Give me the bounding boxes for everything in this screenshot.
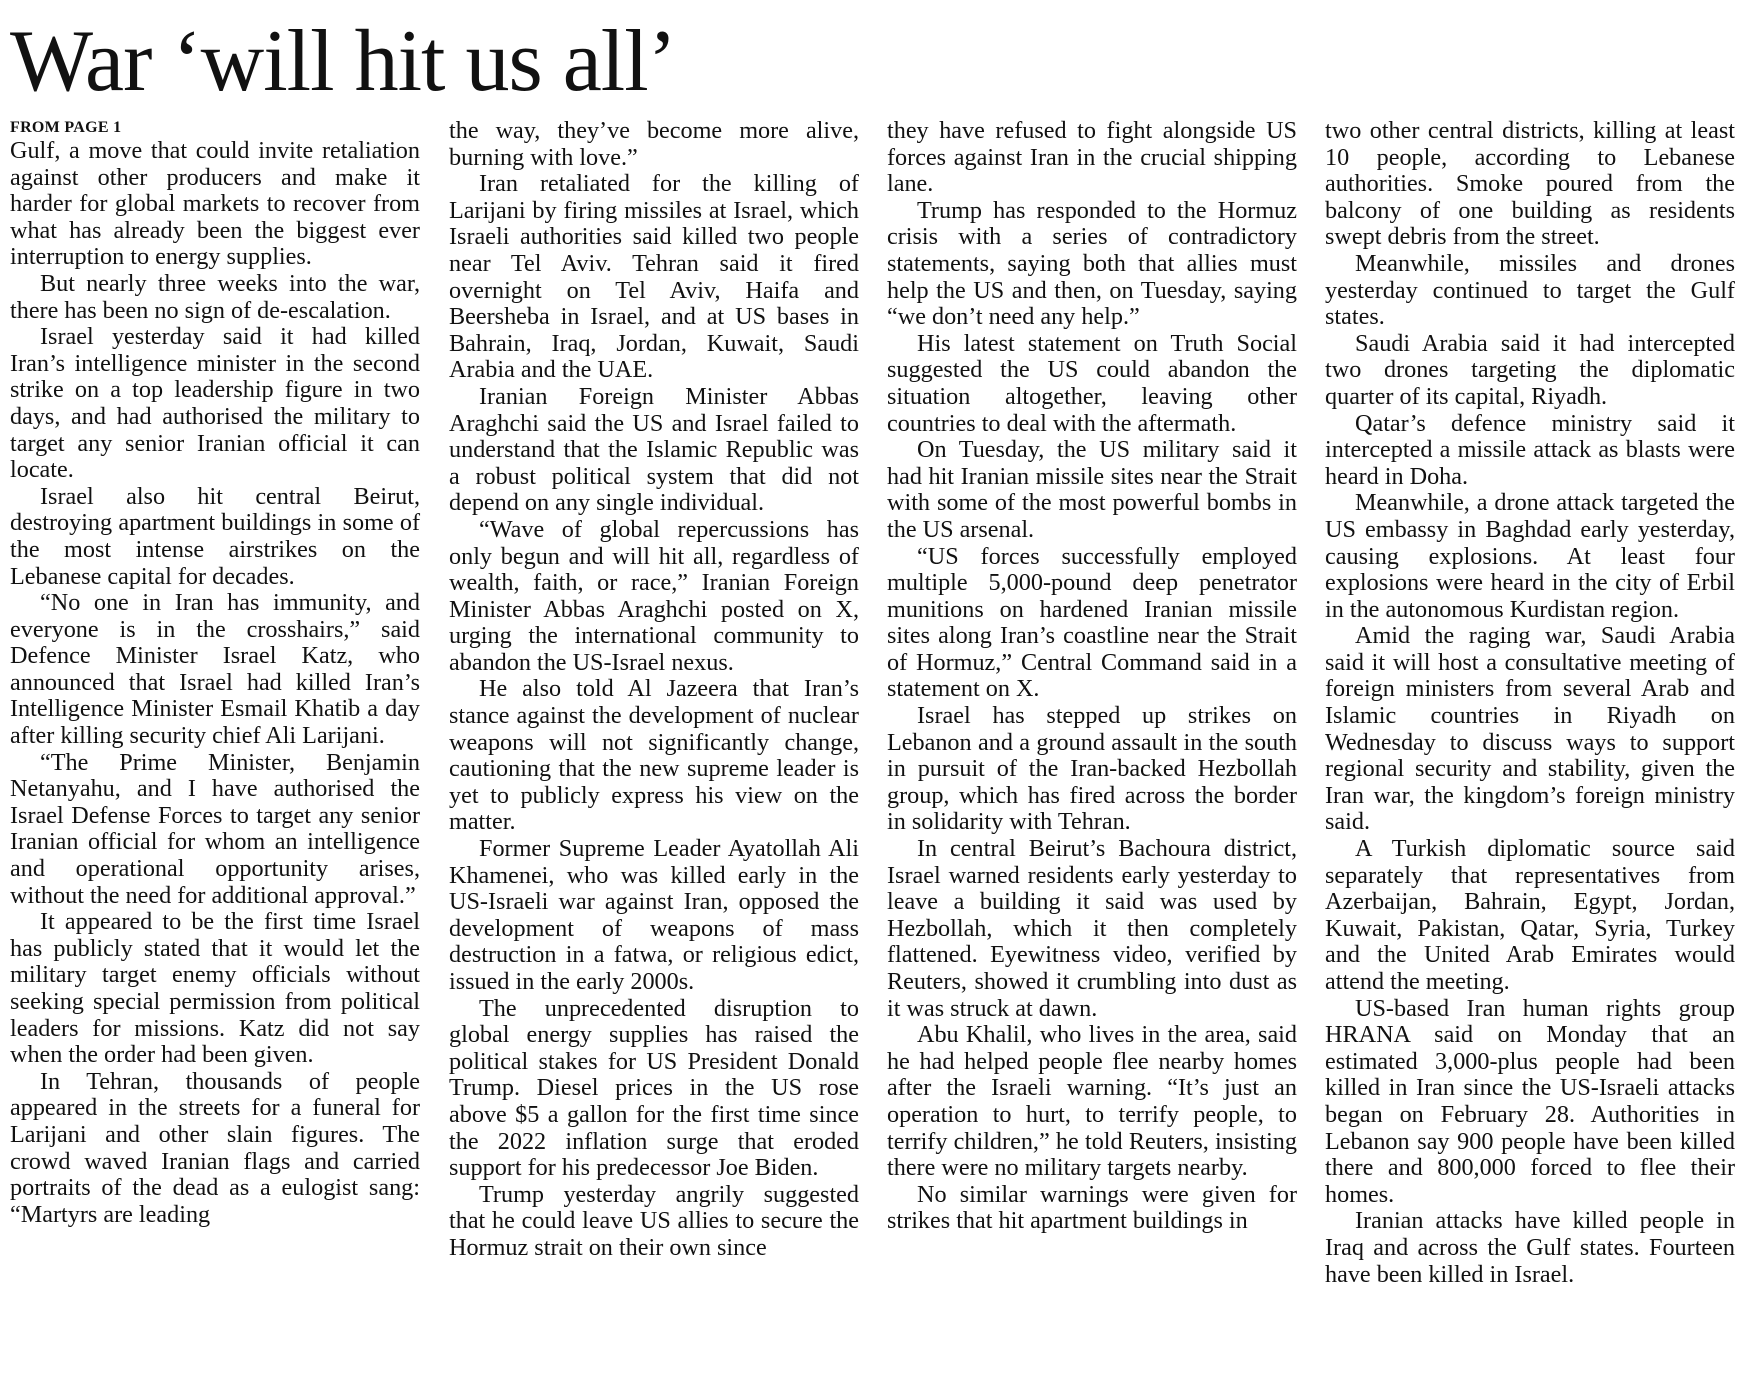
article-column-2 bbox=[449, 118, 859, 1262]
article-column-4 bbox=[1325, 118, 1735, 1288]
article-paragraph: A Turkish diplomatic source said separately that representatives from Azerbaijan, Bahrain, Egypt, Jordan, Kuwait, Pakistan, Qatar, Syria, Turkey and the United Arab Emirates would attend the meeting. bbox=[1325, 835, 1735, 995]
article-paragraph: “The Prime Minister, Benjamin Netanyahu, and I have authorised the Israel Defense Forces to target any senior Iranian official for whom an intelligence and operational opportunity arises, without the need for additional approval.” bbox=[10, 748, 420, 909]
article-paragraph: Former Supreme Leader Ayatollah Ali Khamenei, who was killed early in the US-Israeli war against Iran, opposed the development of weapons of mass destruction in a fatwa, or religious edict, issued in the early 2000s. bbox=[449, 835, 859, 995]
article-paragraph: Iran retaliated for the killing of Larijani by firing missiles at Israel, which Israeli authorities said killed two people near Tel Aviv. Tehran said it fired overnight on Tel Aviv, Haifa and Beersheba in Israel, and at US bases in Bahrain, Iraq, Jordan, Kuwait, Saudi Arabia and the UAE. bbox=[449, 170, 859, 384]
article-paragraph: On Tuesday, the US military said it had hit Iranian missile sites near the Strait with some of the most powerful bombs in the US arsenal. bbox=[887, 436, 1297, 543]
article-paragraph: It appeared to be the first time Israel has publicly stated that it would let the military target enemy officials without seeking special permission from political leaders for missions. Katz did not say when the order had been given. bbox=[10, 908, 420, 1069]
article-paragraph: Qatar’s defence ministry said it intercepted a missile attack as blasts were heard in Doha. bbox=[1325, 409, 1735, 490]
article-paragraph: No similar warnings were given for strikes that hit apartment buildings in bbox=[887, 1180, 1297, 1235]
article-paragraph: Meanwhile, a drone attack targeted the US embassy in Baghdad early yesterday, causing explosions. At least four explosions were heard in the city of Erbil in the autonomous Kurdistan region. bbox=[1325, 489, 1735, 623]
article-paragraph: Iranian attacks have killed people in Iraq and across the Gulf states. Fourteen have been killed in Israel. bbox=[1325, 1207, 1735, 1288]
article-paragraph: Trump has responded to the Hormuz crisis with a series of contradictory statements, saying both that allies must help the US and then, on Tuesday, saying “we don’t need any help.” bbox=[887, 196, 1297, 331]
article-paragraph: His latest statement on Truth Social suggested the US could abandon the situation altogether, leaving other countries to deal with the aftermath. bbox=[887, 329, 1297, 437]
article-paragraph: two other central districts, killing at least 10 people, according to Lebanese authorities. Smoke poured from the balcony of one building as residents swept debris from the street. bbox=[1325, 117, 1735, 251]
article-paragraph: Israel yesterday said it had killed Iran’s intelligence minister in the second strike on a top leadership figure in two days, and had authorised the military to target any senior Iranian official it can locate. bbox=[10, 323, 420, 484]
article-column-3 bbox=[887, 118, 1297, 1235]
article-paragraph: In Tehran, thousands of people appeared in the streets for a funeral for Larijani and other slain figures. The crowd waved Iranian flags and carried portraits of the dead as a eulogist sang: “Martyrs are leading bbox=[10, 1067, 420, 1228]
article-paragraph: The unprecedented disruption to global energy supplies has raised the political stakes for US President Donald Trump. Diesel prices in the US rose above $5 a gallon for the first time since the 2022 inflation surge that eroded support for his predecessor Joe Biden. bbox=[449, 994, 859, 1182]
article-paragraph: Gulf, a move that could invite retaliation against other producers and make it harder for global markets to recover from what has already been the biggest ever interruption to energy supplies. bbox=[10, 137, 420, 271]
article-paragraph: Abu Khalil, who lives in the area, said he had helped people flee nearby homes after the Israeli warning. “It’s just an operation to hurt, to terrify people, to terrify children,” he told Reuters, insisting there were no military targets nearby. bbox=[887, 1021, 1297, 1182]
article-paragraph: In central Beirut’s Bachoura district, Israel warned residents early yesterday to leave a building it said was used by Hezbollah, which it then completely flattened. Eyewitness video, verified by Reuters, showed it crumbling into dust as it was struck at dawn. bbox=[887, 835, 1297, 1022]
article-paragraph: Amid the raging war, Saudi Arabia said it will host a consultative meeting of foreign ministers from several Arab and Islamic countries in Riyadh on Wednesday to discuss ways to support regional security and stability, given the Iran war, the kingdom’s foreign ministry said. bbox=[1325, 622, 1735, 836]
article-paragraph: He also told Al Jazeera that Iran’s stance against the development of nuclear weapons will not significantly change, cautioning that the new supreme leader is yet to publicly express his view on the matter. bbox=[449, 675, 859, 836]
article-paragraph: “No one in Iran has immunity, and everyone is in the crosshairs,” said Defence Minister Israel Katz, who announced that Israel had killed Iran’s Intelligence Minister Esmail Khatib a day after killing security chief Ali Larijani. bbox=[10, 589, 420, 750]
article-column-1 bbox=[10, 118, 420, 1228]
article-paragraph: the way, they’ve become more alive, burning with love.” bbox=[449, 117, 859, 171]
article-paragraph: “Wave of global repercussions has only begun and will hit all, regardless of wealth, faith, or race,” Iranian Foreign Minister Abbas Araghchi posted on X, urging the international community to abandon the US-Israel nexus. bbox=[449, 515, 859, 676]
article-paragraph: Israel has stepped up strikes on Lebanon and a ground assault in the south in pursuit of the Iran-backed Hezbollah group, which has fired across the border in solidarity with Tehran. bbox=[887, 702, 1297, 836]
article-paragraph: Meanwhile, missiles and drones yesterday continued to target the Gulf states. bbox=[1325, 249, 1735, 331]
article-paragraph: Saudi Arabia said it had intercepted two drones targeting the diplomatic quarter of its capital, Riyadh. bbox=[1325, 329, 1735, 410]
article-paragraph: they have refused to fight alongside US forces against Iran in the crucial shipping lane. bbox=[887, 117, 1297, 198]
headline: War ‘will hit us all’ bbox=[10, 13, 676, 110]
article-paragraph: Trump yesterday angrily suggested that he could leave US allies to secure the Hormuz strait on their own since bbox=[449, 1180, 859, 1261]
kicker-label: FROM PAGE 1 bbox=[10, 119, 122, 136]
article-paragraph: But nearly three weeks into the war, there has been no sign of de-escalation. bbox=[10, 269, 420, 324]
article-paragraph: “US forces successfully employed multiple 5,000-pound deep penetrator munitions on hardened Iranian missile sites along Iran’s coastline near the Strait of Hormuz,” Central Command said in a statement on X. bbox=[887, 542, 1297, 703]
article-paragraph: US-based Iran human rights group HRANA said on Monday that an estimated 3,000-plus people had been killed in Iran since the US-Israeli attacks began on February 28. Authorities in Lebanon say 900 people have been killed there and 800,000 forced to flee their homes. bbox=[1325, 994, 1735, 1208]
article-paragraph: Iranian Foreign Minister Abbas Araghchi said the US and Israel failed to understand that the Islamic Republic was a robust political system that did not depend on any single individual. bbox=[449, 382, 859, 517]
article-paragraph: Israel also hit central Beirut, destroying apartment buildings in some of the most intense airstrikes on the Lebanese capital for decades. bbox=[10, 482, 420, 590]
